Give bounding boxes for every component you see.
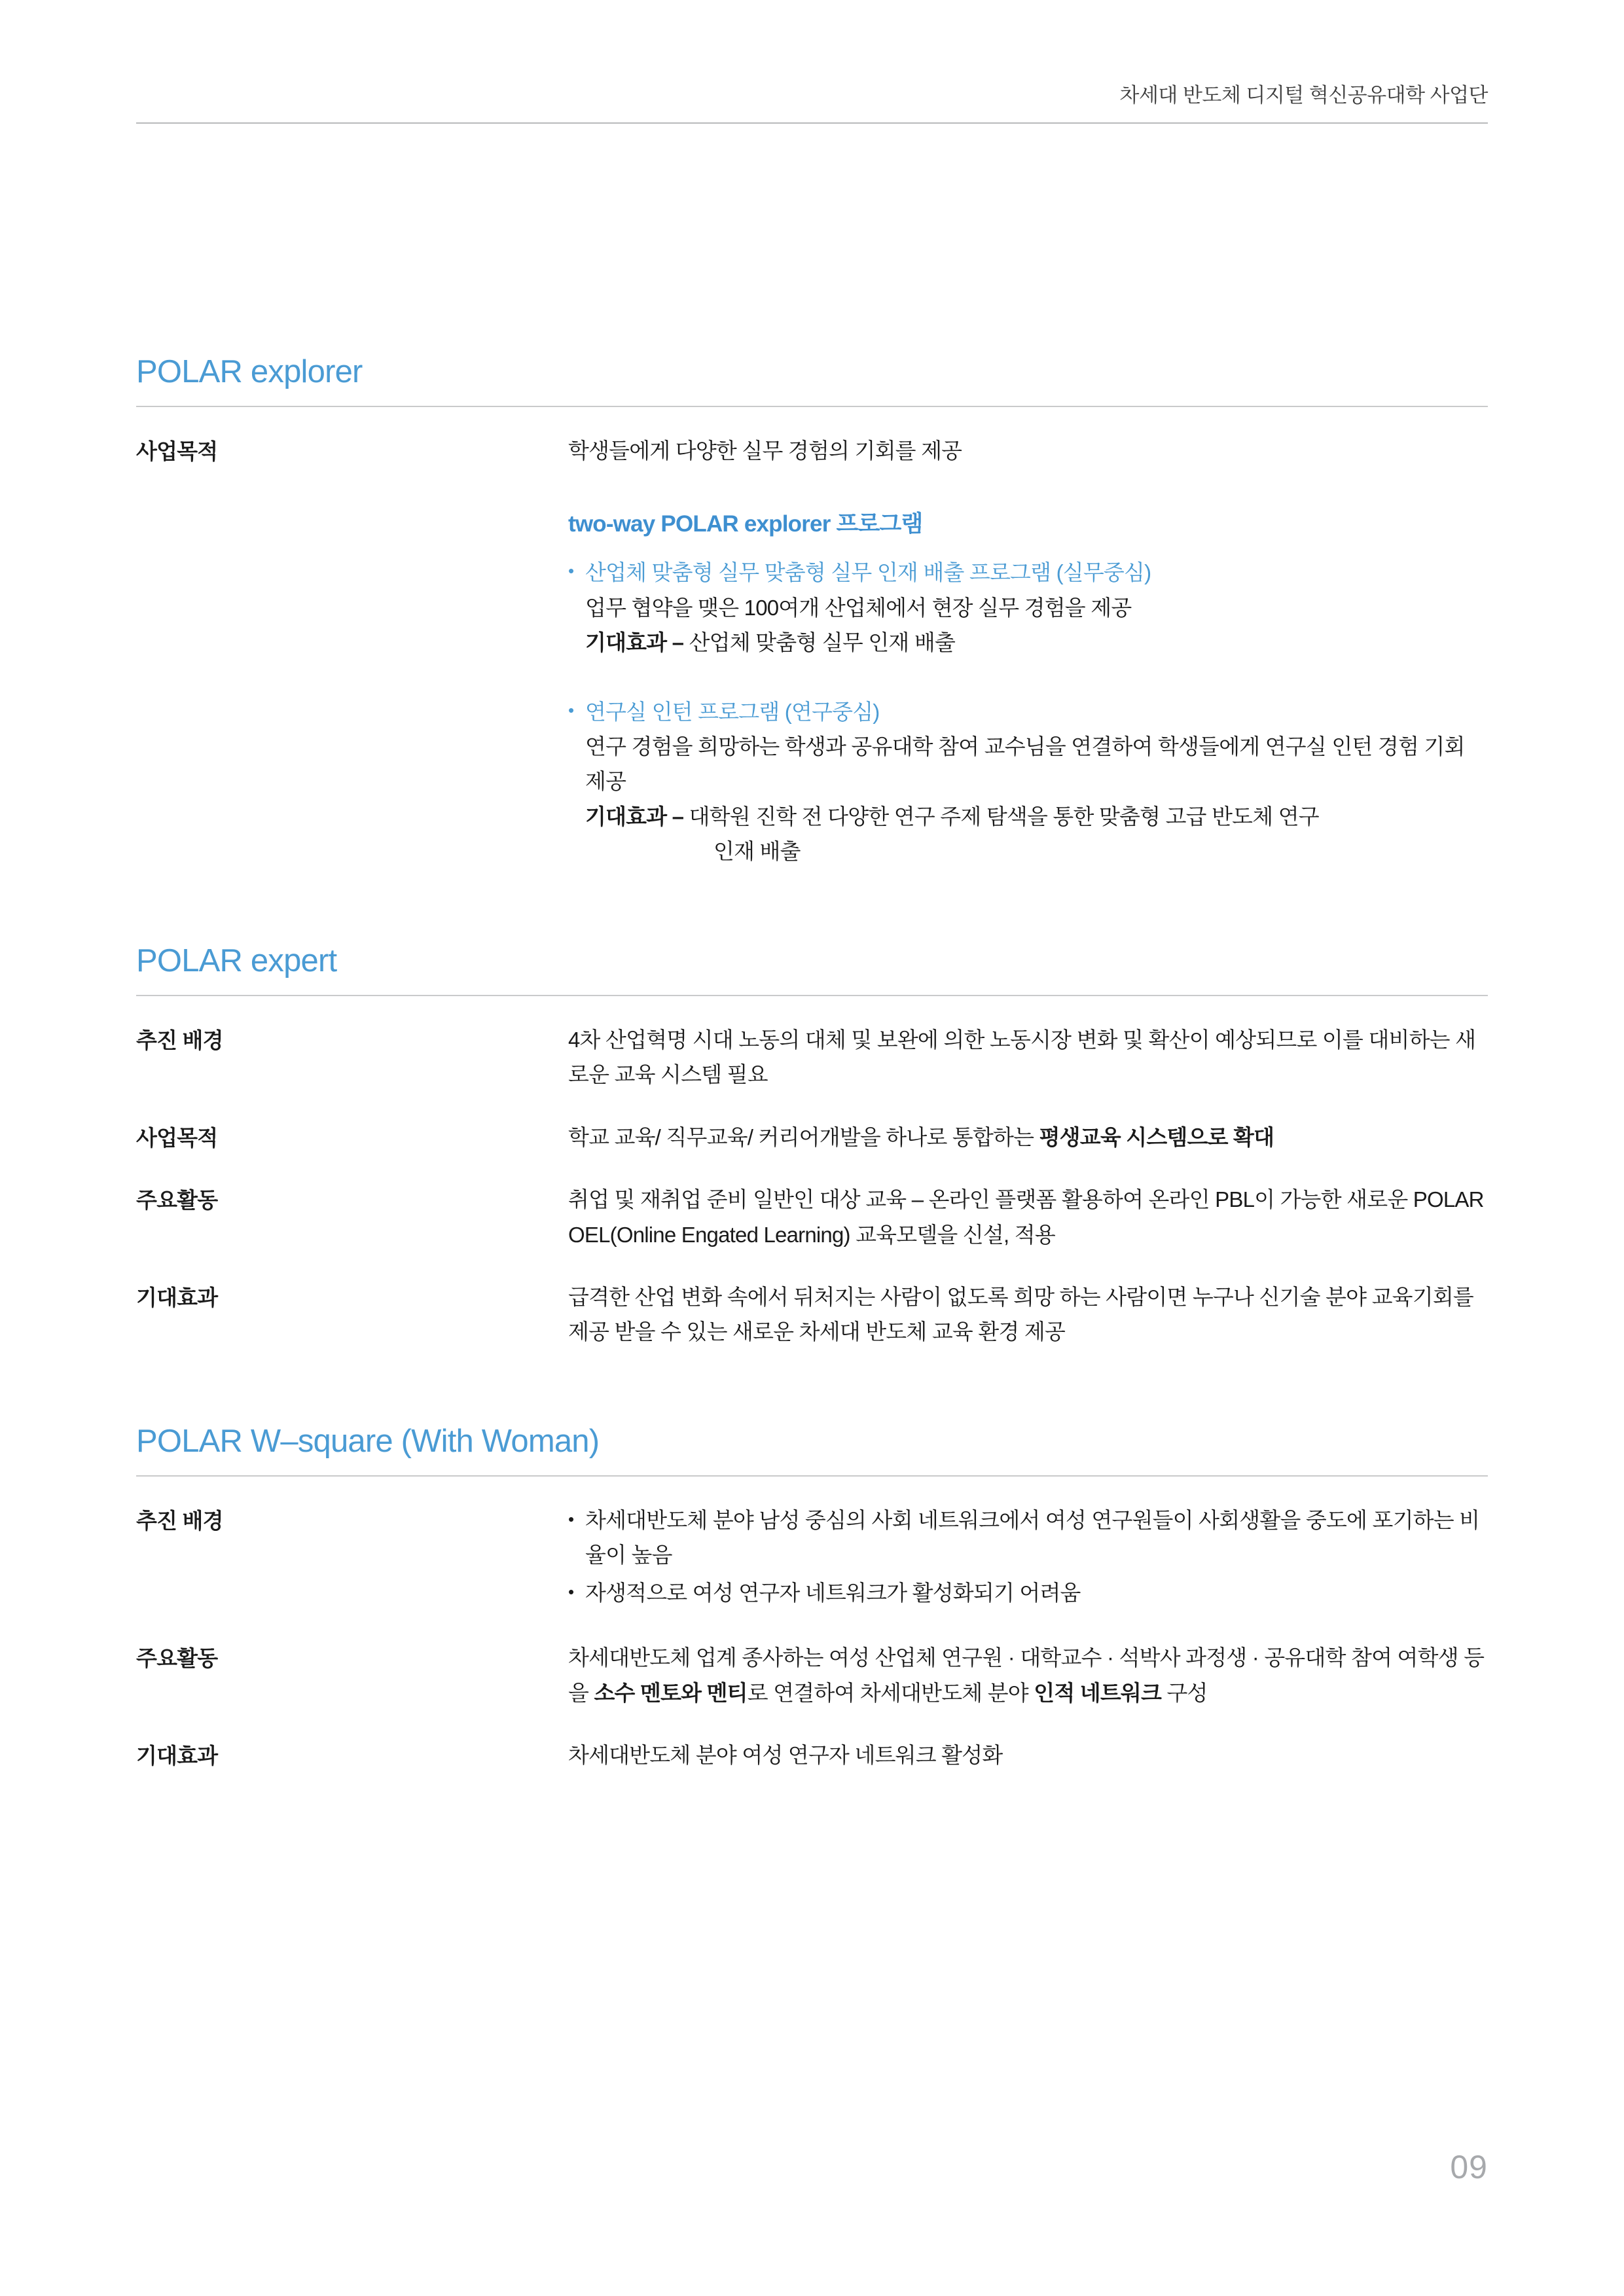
table-row <box>136 1182 1488 1252</box>
list-item-text: 차세대반도체 분야 남성 중심의 사회 네트워크에서 여성 연구원들이 사회생활을 중도에 포기하는 비율이 높음 <box>585 1507 1480 1568</box>
section-divider <box>136 995 1488 996</box>
row-label: 사업목적 <box>136 1125 218 1150</box>
list-item <box>568 1575 1488 1610</box>
bullet-heading-text: 연구실 인턴 프로그램 (연구중심) <box>585 699 880 724</box>
bullet-dot-icon: • <box>568 1509 574 1529</box>
section-title: POLAR expert <box>136 942 337 978</box>
bullet-sub-text: 업무 협약을 맺은 100여개 산업체에서 현장 실무 경험을 제공 <box>585 595 1132 620</box>
bullet-group <box>568 694 1488 869</box>
bullet-dot-icon: • <box>568 1581 574 1602</box>
row-body-emphasis-2: 인적 네트워크 <box>1034 1680 1162 1705</box>
bullet-dot-icon: • <box>568 561 574 581</box>
row-body: 차세대반도체 분야 여성 연구자 네트워크 활성화 <box>568 1743 1003 1768</box>
table-row <box>136 1280 1488 1350</box>
effect-label: 기대효과 – <box>585 804 684 829</box>
row-label: 추진 배경 <box>136 1028 223 1052</box>
list-item-text: 자생적으로 여성 연구자 네트워크가 활성화되기 어려움 <box>585 1580 1081 1605</box>
row-body: 급격한 산업 변화 속에서 뒤처지는 사람이 없도록 희망 하는 사람이면 누구나 신기술 분야 교육기회를 제공 받을 수 있는 새로운 차세대 반도체 교육 환경 제공 <box>568 1285 1473 1344</box>
bullet-dot-icon: • <box>568 700 574 720</box>
table-row <box>136 433 1488 869</box>
section-title: POLAR explorer <box>136 354 363 389</box>
bullet-effect-line <box>585 799 1488 869</box>
table-row <box>136 1738 1488 1772</box>
section-polar-wsquare <box>136 1423 1488 1773</box>
table-row <box>136 1640 1488 1710</box>
bullet-effect-line <box>585 625 1488 660</box>
table-row <box>136 1503 1488 1613</box>
row-body-text-part2: 로 연결하여 차세대반도체 분야 <box>747 1680 1034 1705</box>
table-row <box>136 1120 1488 1155</box>
row-label: 기대효과 <box>136 1744 218 1768</box>
bullet-sub-text: 연구 경험을 희망하는 학생과 공유대학 참여 교수님을 연결하여 학생들에게 연구실 인턴 경험 기회 제공 <box>585 734 1465 794</box>
section-polar-expert <box>136 942 1488 1350</box>
document-content <box>136 353 1488 1773</box>
row-body <box>568 1640 1488 1710</box>
bullet-heading <box>568 694 1488 729</box>
section-title: POLAR W–square (With Woman) <box>136 1423 600 1459</box>
row-body-emphasis-1: 소수 멘토와 멘티 <box>594 1680 748 1705</box>
bullet-heading-text: 산업체 맞춤형 실무 맞춤형 실무 인재 배출 프로그램 (실무중심) <box>585 560 1151 585</box>
row-label: 주요활동 <box>136 1188 218 1213</box>
row-body-text: 학생들에게 다양한 실무 경험의 기회를 제공 <box>568 439 962 463</box>
program-title: two-way POLAR explorer 프로그램 <box>568 511 923 537</box>
row-body: 4차 산업혁명 시대 노동의 대체 및 보완에 의한 노동시장 변화 및 확산이 예상되므로 이를 대비하는 새로운 교육 시스템 필요 <box>568 1027 1476 1087</box>
bullet-group <box>568 555 1488 660</box>
row-body-emphasis: 평생교육 시스템으로 확대 <box>1039 1124 1274 1149</box>
row-label: 주요활동 <box>136 1646 218 1671</box>
row-body-text-part3: 구성 <box>1161 1680 1208 1705</box>
page-number: 09 <box>1450 2149 1488 2185</box>
table-row <box>136 1022 1488 1092</box>
effect-text-continued: 인재 배출 <box>713 839 801 864</box>
row-body: 취업 및 재취업 준비 일반인 대상 교육 – 온라인 플랫폼 활용하여 온라인 PBL이 가능한 새로운 POLAR OEL(Online Engated Learning) 교육모델을 신설, 적용 <box>568 1187 1484 1247</box>
row-label: 기대효과 <box>136 1285 218 1310</box>
row-body-text-part1: 차세대반도체 업계 종사하는 여성 산업체 연구원 · 대학교수 · 석박사 과정생 · 공유대학 참여 여학생 등을 <box>568 1645 1485 1705</box>
effect-label: 기대효과 – <box>585 630 684 655</box>
row-label: 사업목적 <box>136 439 218 463</box>
page-header <box>136 79 1488 124</box>
section-divider <box>136 1475 1488 1477</box>
bullet-heading <box>568 555 1488 590</box>
section-divider <box>136 406 1488 407</box>
row-body-text: 학교 교육/ 직무교육/ 커리어개발을 하나로 통합하는 <box>568 1124 1039 1149</box>
list-item <box>568 1503 1488 1573</box>
header-divider <box>136 122 1488 124</box>
row-label: 추진 배경 <box>136 1508 223 1533</box>
row-body <box>568 1503 1488 1613</box>
row-body <box>568 433 1488 869</box>
effect-text: 산업체 맞춤형 실무 인재 배출 <box>689 630 956 655</box>
header-title: 차세대 반도체 디지털 혁신공유대학 사업단 <box>1119 84 1488 107</box>
effect-text: 대학원 진학 전 다양한 연구 주제 탐색을 통한 맞춤형 고급 반도체 연구 <box>689 804 1319 829</box>
row-body <box>568 1120 1488 1155</box>
section-polar-explorer <box>136 353 1488 869</box>
